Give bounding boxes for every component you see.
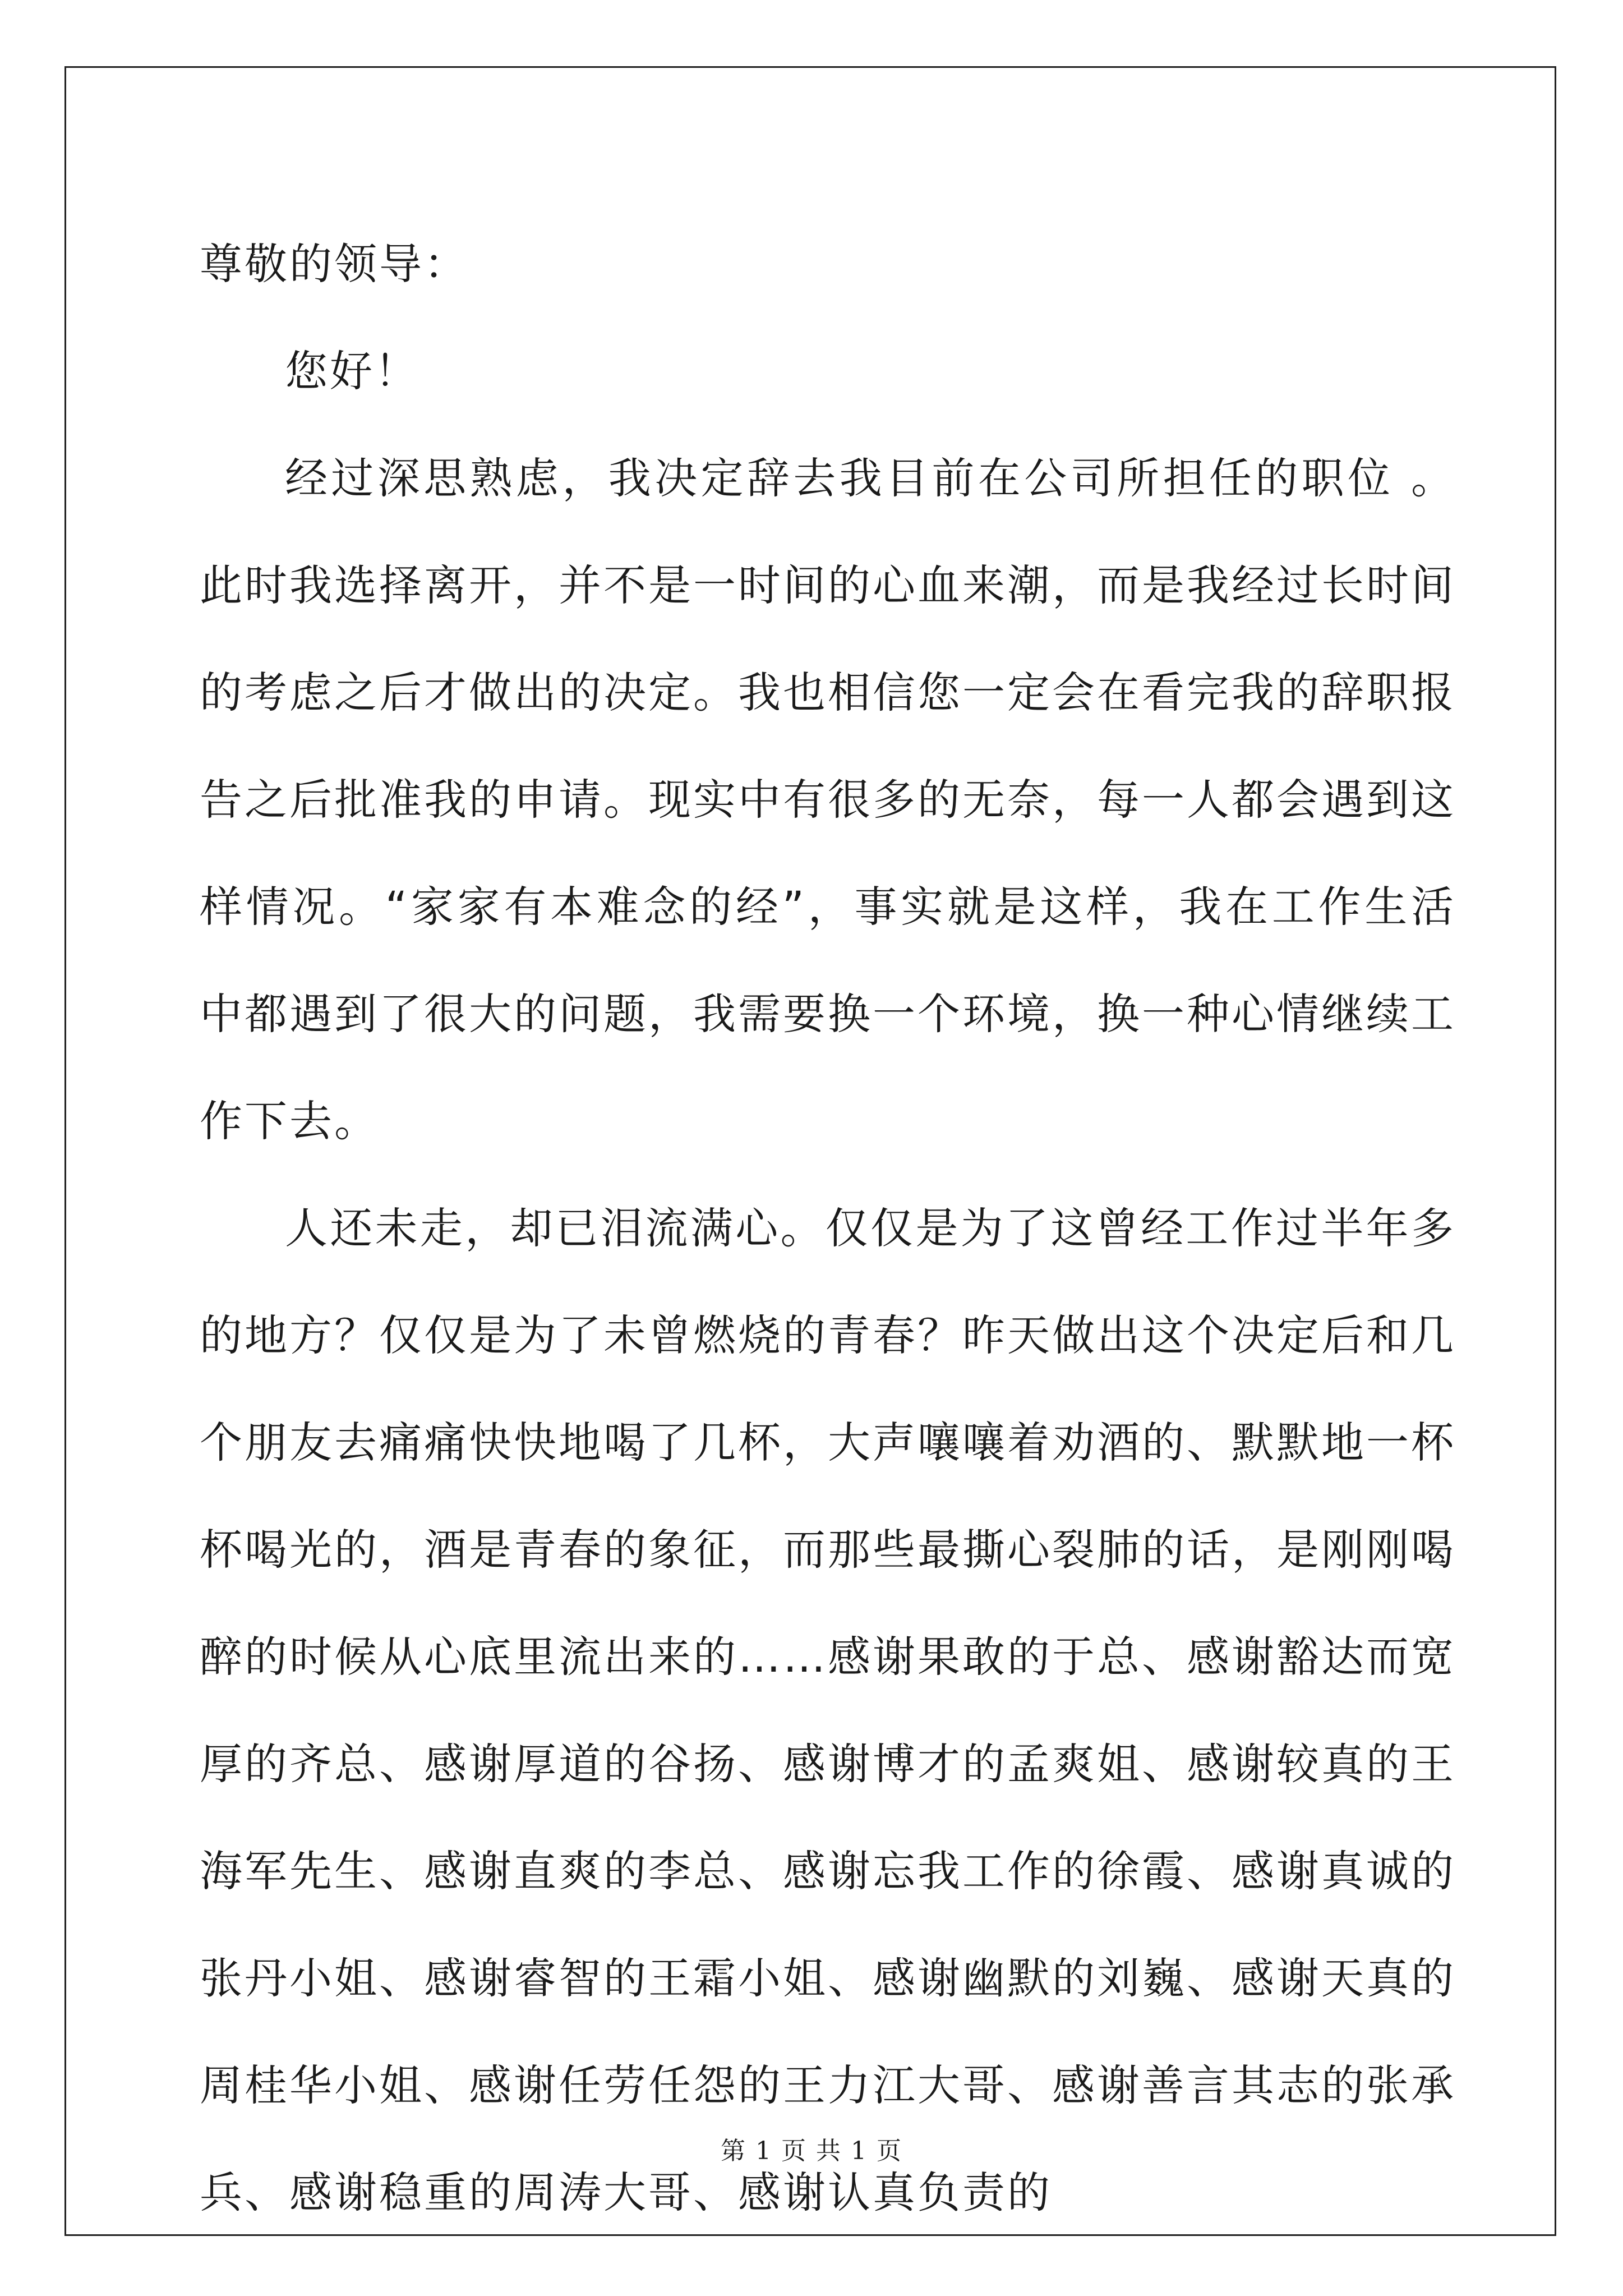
paragraph-resignation-reason: 经过深思熟虑，我决定辞去我目前在公司所担任的职位 。此时我选择离开，并不是一时间的心血来潮，而是我经过长时间的考虑之后才做出的决定。我也相信您一定会在看完我的辞职报告之后批准我的申请。现实中有很多的无奈，每一人都会遇到这样情况。“家家有本难念的经”，事实就是这样，我在工作生活中都遇到了很大的问题，我需要换一个环境，换一种心情继续工作下去。 — [200, 453, 1456, 1146]
page-number-footer: 第 1 页 共 1 页 — [721, 2137, 902, 2165]
salutation: 尊敬的领导： — [200, 239, 469, 289]
letter-body — [200, 210, 1456, 2246]
greeting: 您好！ — [285, 346, 419, 396]
paragraph-gratitude: 人还未走，却已泪流满心。仅仅是为了这曾经工作过半年多的地方？仅仅是为了未曾燃烧的青春？昨天做出这个决定后和几个朋友去痛痛快快地喝了几杯，大声嚷嚷着劝酒的、默默地一杯杯喝光的，酒是青春的象征，而那些最撕心裂肺的话，是刚刚喝醉的时候从心底里流出来的……感谢果敢的于总、感谢豁达而宽厚的齐总、感谢厚道的谷扬、感谢博才的孟爽姐、感谢较真的王海军先生、感谢直爽的李总、感谢忘我工作的徐霞、感谢真诚的张丹小姐、感谢睿智的王霜小姐、感谢幽默的刘巍、感谢天真的周桂华小姐、感谢任劳任怨的王力江大哥、感谢善言其志的张承兵、感谢稳重的周涛大哥、感谢认真负责的 — [200, 1203, 1456, 2217]
